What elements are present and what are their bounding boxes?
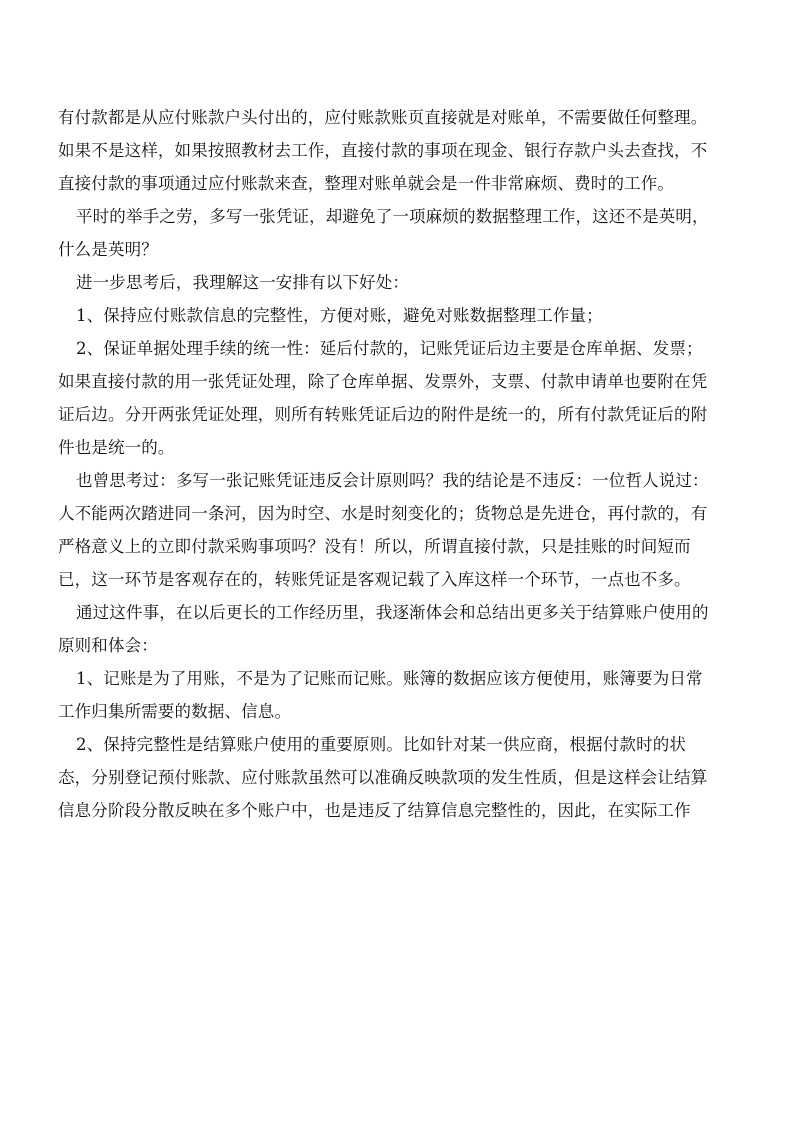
text-line-7: 1、保持应付账款信息的完整性，方便对账，避免对账数据整理工作量； — [76, 306, 603, 325]
text-line-21: 态，分别登记预付账款、应付账款虽然可以准确反映款项的发生性质，但是这样会让结算 — [58, 768, 708, 787]
text-line-15: 已，这一环节是客观存在的，转账凭证是客观记载了入库这样一个环节，一点也不多。 — [58, 570, 691, 589]
text-line-5: 什么是英明？ — [58, 240, 158, 259]
text-line-20: 2、保持完整性是结算账户使用的重要原则。比如针对某一供应商，根据付款时的状 — [76, 735, 687, 754]
text-line-11: 件也是统一的。 — [58, 438, 175, 457]
document-body — [58, 101, 738, 827]
text-line-2: 如果不是这样，如果按照教材去工作，直接付款的事项在现金、银行存款户头去查找，不 — [58, 141, 708, 160]
text-line-22: 信息分阶段分散反映在多个账户中，也是违反了结算信息完整性的，因此，在实际工作 — [58, 801, 691, 820]
text-line-8: 2、保证单据处理手续的统一性：延后付款的，记账凭证后边主要是仓库单据、发票； — [76, 339, 703, 358]
text-line-12: 也曾思考过：多写一张记账凭证违反会计原则吗？我的结论是不违反：一位哲人说过： — [76, 471, 709, 490]
text-line-3: 直接付款的事项通过应付账款来查，整理对账单就会是一件非常麻烦、费时的工作。 — [58, 174, 675, 193]
text-line-4: 平时的举手之劳，多写一张凭证，却避免了一项麻烦的数据整理工作，这还不是英明， — [76, 207, 709, 226]
text-line-1: 有付款都是从应付账款户头付出的，应付账款账页直接就是对账单，不需要做任何整理。 — [58, 108, 708, 127]
text-line-6: 进一步思考后，我理解这一安排有以下好处： — [76, 273, 409, 292]
text-line-19: 工作归集所需要的数据、信息。 — [58, 702, 292, 721]
text-line-17: 原则和体会： — [58, 636, 158, 655]
text-line-10: 证后边。分开两张凭证处理，则所有转账凭证后边的附件是统一的，所有付款凭证后的附 — [58, 405, 708, 424]
text-line-16: 通过这件事，在以后更长的工作经历里，我逐渐体会和总结出更多关于结算账户使用的 — [76, 603, 709, 622]
text-line-18: 1、记账是为了用账，不是为了记账而记账。账簿的数据应该方便使用，账簿要为日常 — [76, 669, 703, 688]
text-line-14: 严格意义上的立即付款采购事项吗？没有！所以，所谓直接付款，只是挂账的时间短而 — [58, 537, 691, 556]
text-line-13: 人不能两次踏进同一条河，因为时空、水是时刻变化的；货物总是先进仓，再付款的，有 — [58, 504, 708, 523]
text-line-9: 如果直接付款的用一张凭证处理，除了仓库单据、发票外，支票、付款申请单也要附在凭 — [58, 372, 708, 391]
